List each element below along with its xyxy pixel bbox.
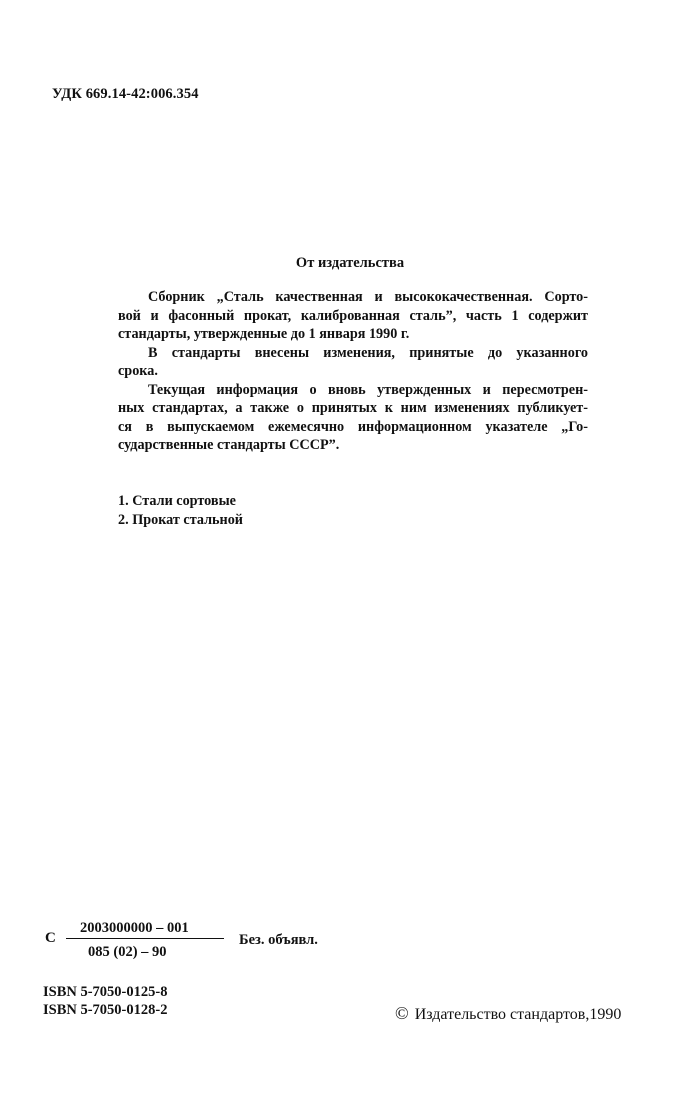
- catalog-denominator: 085 (02) – 90: [88, 944, 167, 960]
- paragraph-3: [118, 381, 588, 455]
- subject-item: 1. Стали сортовые: [118, 493, 236, 509]
- isbn-line: ISBN 5-7050-0125-8: [43, 984, 168, 1000]
- section-heading: От издательства: [295, 255, 405, 271]
- copyright-icon: ©: [395, 1003, 409, 1023]
- text-line: вой и фасонный прокат, калиброванная сталь”, часть 1 содержит: [118, 307, 588, 324]
- text-line: сударственные стандарты СССР”.: [118, 437, 340, 453]
- text-line: Сборник „Сталь качественная и высококачественная. Сорто-: [148, 289, 588, 305]
- text-line: срока.: [118, 363, 158, 379]
- copyright-text: Издательство стандартов,1990: [414, 1006, 622, 1023]
- text-line: стандарты, утвержденные до 1 января 1990 г.: [118, 326, 410, 342]
- paragraph-2: [118, 344, 588, 381]
- paragraph-1: [118, 288, 588, 344]
- copyright-notice: [395, 1003, 621, 1024]
- text-line: В стандарты внесены изменения, принятые до указанного: [148, 344, 588, 361]
- subject-item: 2. Прокат стальной: [118, 512, 243, 528]
- text-line: ных стандартах, а также о принятых к ним изменениях публикует-: [118, 400, 588, 416]
- text-line: Текущая информация о вновь утвержденных и пересмотрен-: [148, 381, 588, 398]
- catalog-note: Без. объявл.: [239, 932, 318, 948]
- udk-code: УДК 669.14-42:006.354: [52, 86, 199, 102]
- isbn-block: [43, 983, 167, 1019]
- text-line: ся в выпускаемом ежемесячно информационном указателе „Го-: [118, 418, 588, 435]
- isbn-line: ISBN 5-7050-0128-2: [43, 1002, 168, 1018]
- catalog-letter: С: [45, 930, 56, 946]
- catalog-numerator: 2003000000 – 001: [80, 920, 189, 936]
- publisher-note: [118, 288, 588, 455]
- fraction-bar: [66, 938, 224, 939]
- subject-list: [118, 492, 243, 530]
